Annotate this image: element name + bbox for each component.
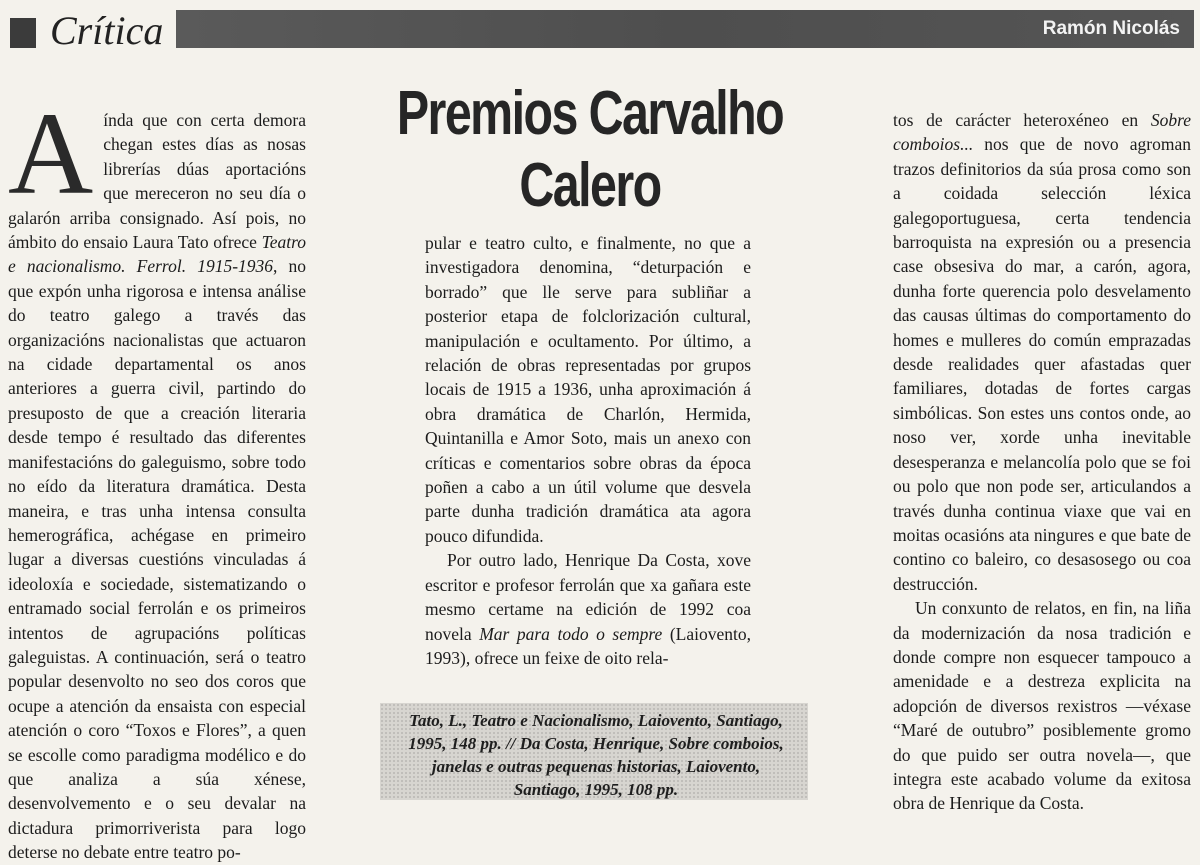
section-title: Crítica <box>50 8 164 53</box>
text-run: tos de carácter heteroxéneo en <box>893 110 1151 130</box>
section-marker <box>10 18 36 48</box>
article-headline: Premios Carvalho Calero <box>396 79 784 220</box>
paragraph <box>8 88 306 865</box>
text-run: Por outro lado, Henrique Da Costa, xove escritor e profesor ferrolán que xa gañara este mesmo certame na edición de 1992 coa novela <box>425 550 751 644</box>
paragraph: pular e teatro culto, e finalmente, no que a investigadora denomina, “deturpación e borrado” que lle serve para subliñar a posterior etapa de folclorización cultural, manipulación e ocultamento. Por último, a relación de obras representadas por grupos locais de 1915 a 1936, unha aproximación á obra dramática de Charlón, Hermida, Quintanilla e Amor Soto, mais un anexo con críticas e comentarios sobre obras da época poñen a cabo a un útil volume que desvela parte dunha tradición dramática ata agora pouco difundida. <box>425 233 751 546</box>
book-title: Sobre comboios... <box>893 110 1191 155</box>
book-title: Teatro e nacionalismo. Ferrol. 1915-1936 <box>8 232 306 277</box>
drop-cap: A <box>8 88 94 219</box>
middle-column <box>425 231 751 670</box>
text-run: (Laiovento, 1993), ofrece un feixe de oito rela- <box>425 623 751 668</box>
paragraph <box>893 108 1191 596</box>
byline-band <box>176 10 1194 48</box>
paragraph <box>425 548 751 670</box>
paragraph: Un conxunto de relatos, en fin, na liña da modernización da nosa tradición e donde compre non esquecer tampouco a amenidade e a destreza explicita na adopción de diversos rexistros —véxase “Maré de outubro” posiblemente gromo do que puido ser outra novela—, que integra este acabado volume da exitosa obra de Henrique da Costa. <box>893 598 1191 814</box>
text-run: nos que de novo agroman trazos definitorios da súa prosa como son a coidada selección léxica galegoportuguesa, certa tendencia barroquista na expresión ou a presencia case obsesiva do mar, a carón, agora, dunha forte querencia polo desvelamento das causas últimas do comportamento do homes e mulleres do común emprazadas desde realidades quer afastadas quer familiares, dotadas de fortes cargas simbólicas. Son estes uns contos onde, ao noso ver, xorde unha inevitable desesperanza e melancolía polo que se foi ou polo que non pode ser, articulandos a través dunha continua viaxe que vai en moitas ocasións ata ningures e que bate de contino co baleiro, co desasosego ou coa destrucción. <box>893 134 1191 594</box>
author-byline: Ramón Nicolás <box>1042 18 1180 39</box>
text-run: índa que con certa demora chegan estes días as nosas librerías dúas aportacións que mereceron no seu día o galarón arriba consignado. Así pois, no ámbito do ensaio Laura Tato ofrece <box>8 110 306 253</box>
book-title: Mar para todo o sempre <box>479 623 663 644</box>
left-column <box>8 88 306 865</box>
bibliography-box <box>380 703 808 800</box>
page-header <box>0 0 1200 58</box>
right-column <box>893 108 1191 816</box>
text-run: , no que expón unha rigorosa e intensa análise do teatro galego a través das organizacións nacionalistas que actuaron na cidade departamental os anos anteriores a guerra civil, partindo do presuposto de que a creación literaria desde tempo é resultado das diferentes manifestacións do galeguismo, sobre todo no eído da literatura dramática. Desta maneira, e tras unha intensa consulta hemerográfica, achégase en primeiro lugar a diversas cuestións vinculadas á ideoloxía e sociedade, sistematizando o entramado social ferrolán e os primeiros intentos de agrupacións políticas galeguistas. A continuación, será o teatro popular desenvolto no seo dos coros que ocupe a atención da ensaista con especial atención o coro “Toxos e Flores”, a quen se escolle como paradigma modélico e do que analiza a súa xénese, desenvolvemento e o seu devalar na dictadura primorriverista para logo deterse no debate entre teatro po- <box>8 256 306 863</box>
bibliography-text: Tato, L., Teatro e Nacionalismo, Laiovento, Santiago, 1995, 148 pp. // Da Costa, Henrique, Sobre comboios, janelas e outras pequenas historias, Laiovento, Santiago, 1995, 108 pp. <box>408 711 784 799</box>
